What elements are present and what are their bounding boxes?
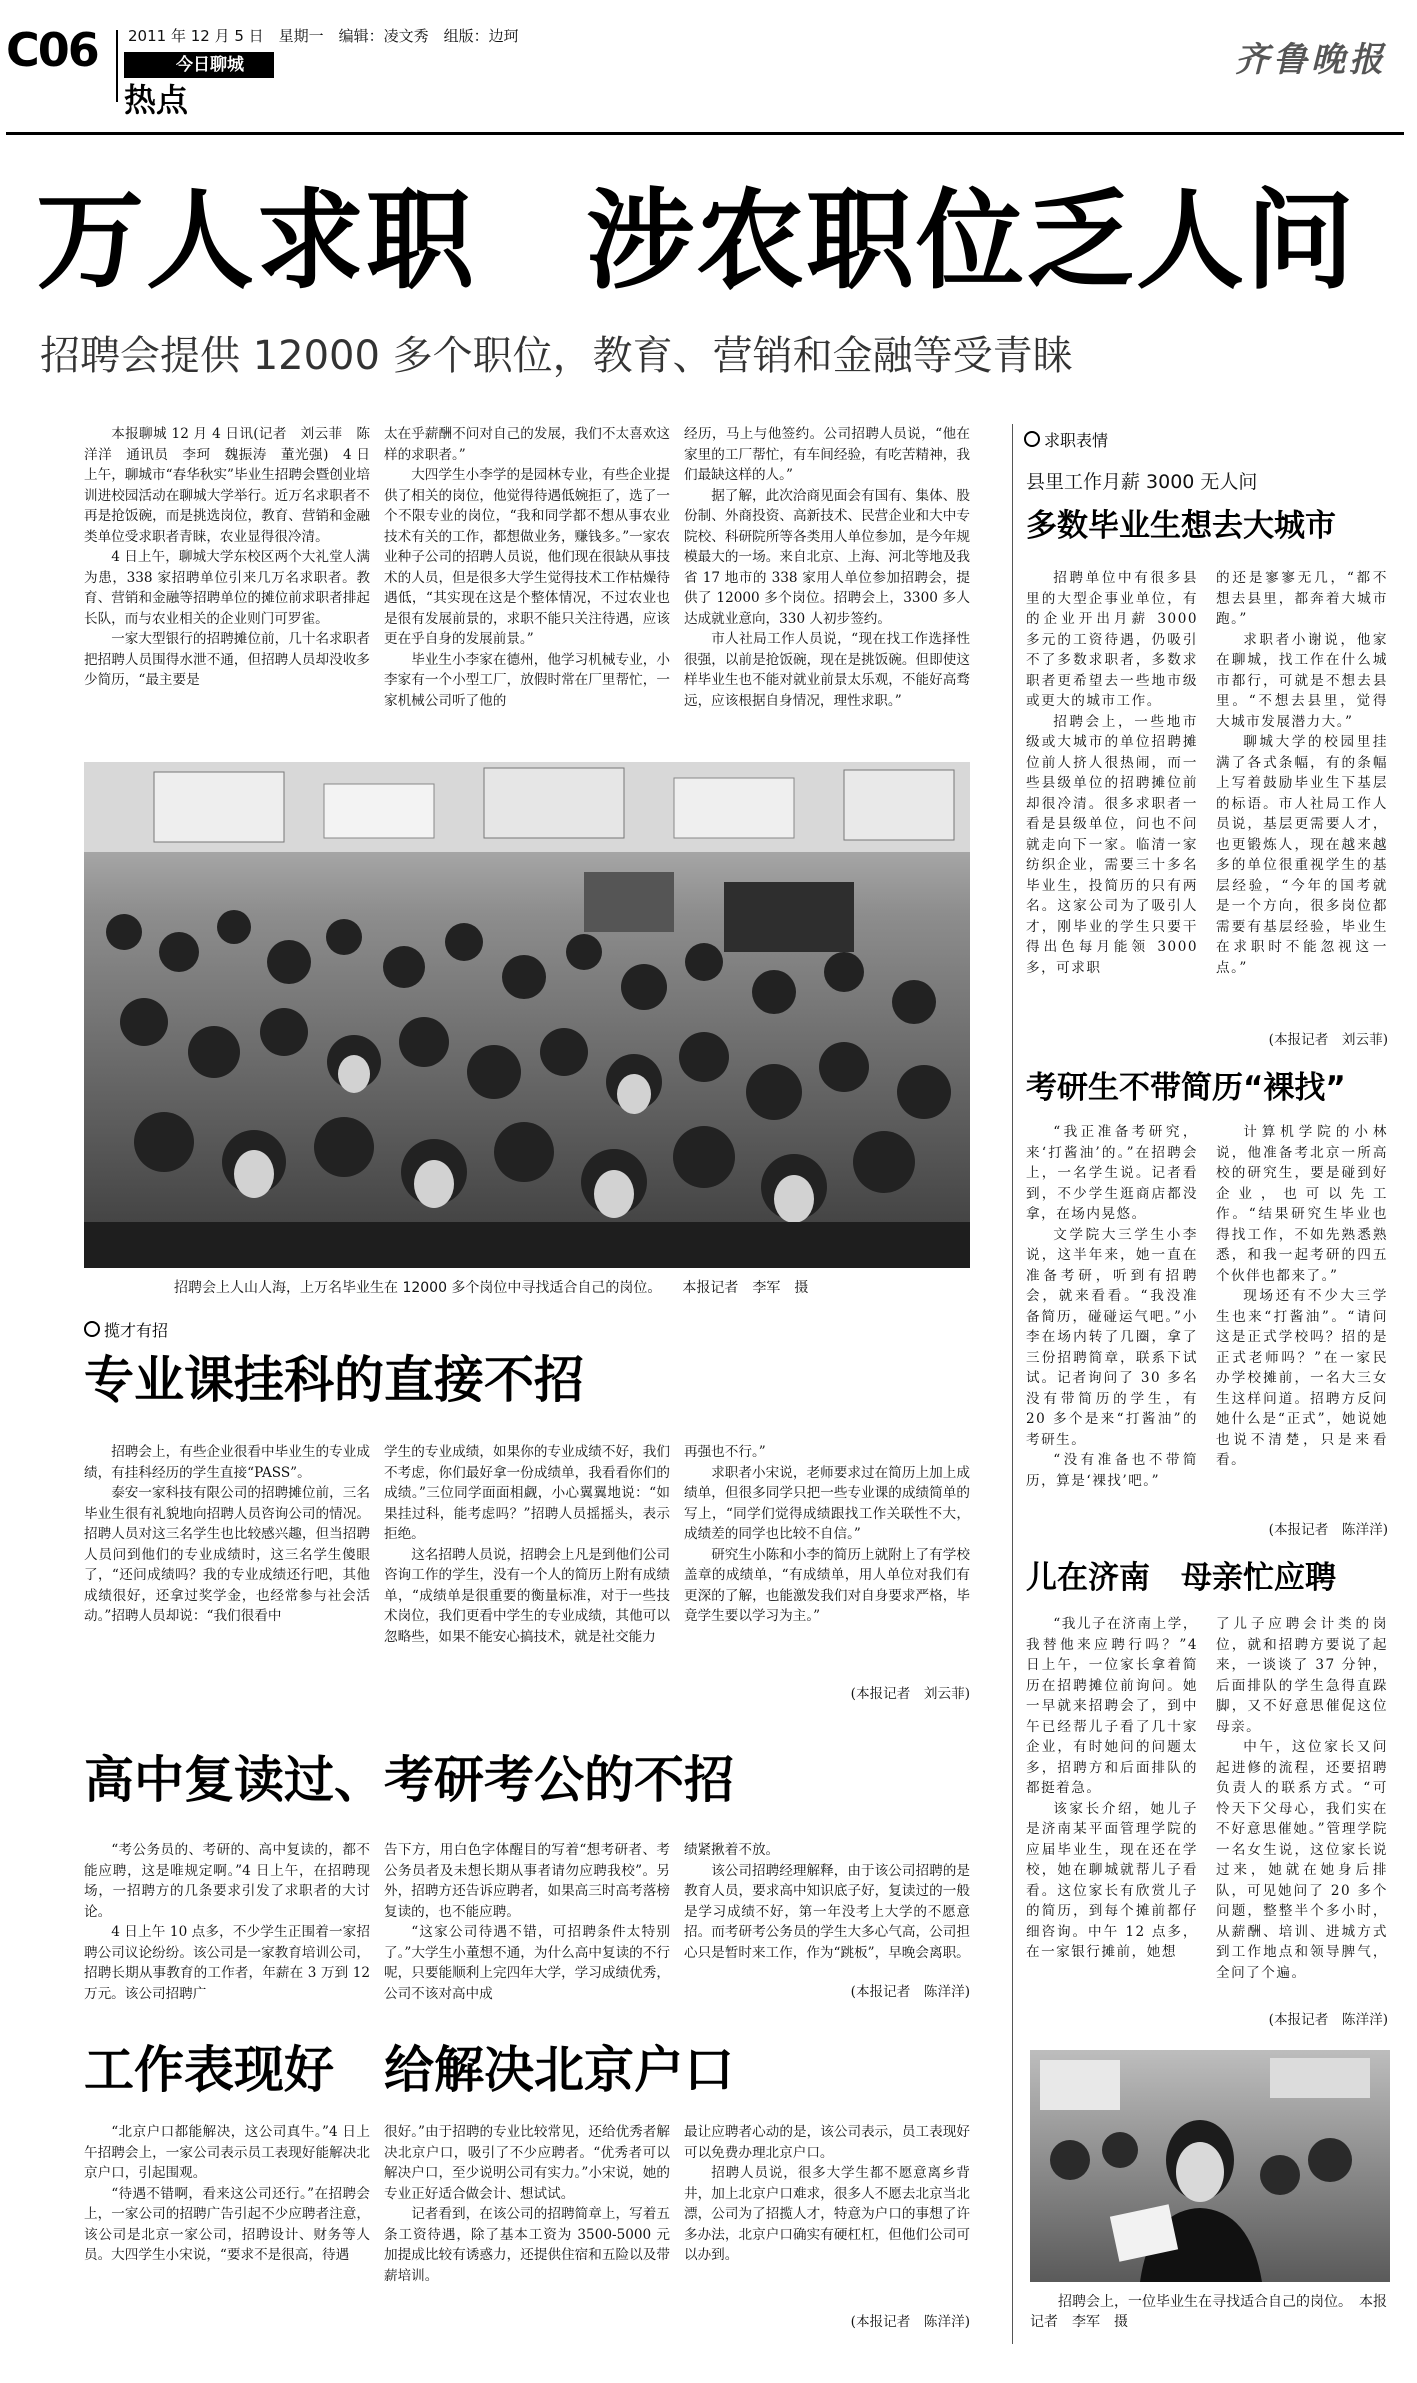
paragraph: 了儿子应聘会计类的岗位，就和招聘方要说了起来，一谈谈了 37 分钟，后面排队的学生急得直跺脚，又不好意思催促这位母亲。	[1216, 1616, 1388, 1735]
article3-byline: (本报记者 陈洋洋)	[850, 1984, 970, 2000]
paragraph: 求职者小宋说，老师要求过在简历上加上成绩单，但很多同学只把一些专业课的成绩简单的写上，“同学们觉得成绩跟找工作关联性不大，成绩差的同学也比较不自信。”	[684, 1464, 970, 1542]
paragraph: 现场还有不少大三学生也来“打酱油”。“请问这是正式学校吗？招的是正式老师吗？”在一家民办学校摊前，一名大三女生这样问道。招聘方反问她什么是“正式”，她说她也说不清楚，只是来看看。	[1216, 1288, 1388, 1468]
paragraph: 太在乎薪酬不问对自己的发展，我们不太喜欢这样的求职者。”	[384, 426, 670, 463]
paragraph: “待遇不错啊，看来这公司还行。”在招聘会上，一家公司的招聘广告引起不少应聘者注意，该公司是北京一家公司，招聘设计、财务等人员。大四学生小宋说，“要求不是很高，待遇	[84, 2185, 370, 2263]
graduate-photo	[1030, 2050, 1390, 2282]
sidebar-story3-col2	[1216, 1614, 1388, 2010]
headline-title: 万人求职 涉农职位乏人问	[36, 179, 1357, 304]
paragraph: “我儿子在济南上学，我替他来应聘行吗？”4 日上午，一位家长拿着简历在招聘摊位前询问。她一早就来招聘会了，到中午已经帮儿子看了几十家企业，有时她问的问题太多，招聘方和后面排队的都挺着急。	[1026, 1616, 1198, 1796]
paragraph: 最让应聘者心动的是，该公司表示，员工表现好可以免费办理北京户口。	[684, 2124, 970, 2161]
sidebar-subhead: 县里工作月薪 3000 无人问	[1026, 471, 1258, 493]
paragraph: 文学院大三学生小李说，这半年来，她一直在准备考研，听到有招聘会，就来看看。“我没准备简历，碰碰运气吧。”小李在场内转了几圈，拿了三份招聘简章，联系下试试。记者询问了 30 多名没有带简历的学生，有 20 多个是来“打酱油”的考研生。	[1026, 1226, 1198, 1448]
paragraph: 聊城大学的校园里挂满了各式条幅，有的条幅上写着鼓励毕业生下基层的标语。市人社局工作人员说，基层更需要人才，也更锻炼人，现在越来越多的单位很重视学生的基层经验，“今年的国考就是一个方向，很多岗位都需要有基层经验，毕业生在求职时不能忽视这一点。”	[1216, 734, 1388, 976]
article4-title: 工作表现好 给解决北京户口	[84, 2041, 734, 2099]
paragraph: “北京户口都能解决，这公司真牛。”4 日上午招聘会上，一家公司表示员工表现好能解决北京户口，引起围观。	[84, 2124, 370, 2181]
sidebar-story1-col2	[1216, 568, 1388, 1026]
page-number: C06	[6, 23, 98, 77]
sidebar-kicker-text: 求职表情	[1044, 431, 1109, 450]
article4-col3	[684, 2122, 970, 2312]
paragraph: 本报聊城 12 月 4 日讯(记者 刘云菲 陈洋洋 通讯员 李珂 魏振涛 董光强) 4 日上午，聊城市“春华秋实”毕业生招聘会暨创业培训进校园活动在聊城大学举行。近万名求职者不再是抢饭碗，而是挑选岗位，教育、营销和金融类单位受求职者青睐，农业显得很冷清。	[84, 426, 370, 545]
article3-col3	[684, 1840, 970, 1990]
sidebar-photo-caption: 招聘会上，一位毕业生在寻找适合自己的岗位。 本报记者 李军 摄	[1030, 2294, 1387, 2330]
paragraph: 记者看到，在该公司的招聘简章上，写着五条工资待遇，除了基本工资为 3500-5000 元加提成比较有诱惑力，还提供住宿和五险以及带薪培训。	[384, 2206, 670, 2284]
crowd-photo	[84, 762, 970, 1268]
section-label: 热点	[124, 81, 189, 119]
paragraph: “这家公司待遇不错，可招聘条件太特别了。”大学生小董想不通，为什么高中复读的不行呢，只要能顺利上完四年大学，学习成绩优秀，公司不该对高中成	[384, 1924, 670, 2002]
paragraph: 市人社局工作人员说，“现在找工作选择性很强，以前是抢饭碗，现在是挑饭碗。但即使这样毕业生也不能对就业前景太乐观，不能好高骛远，应该根据自身情况，理性求职。”	[684, 631, 970, 709]
newspaper-logo: 齐鲁晚报	[1235, 40, 1387, 80]
sidebar-story1-col1	[1026, 568, 1198, 1020]
header-divider	[116, 30, 118, 102]
paragraph: 毕业生小李家在德州，他学习机械专业，小李家有一个小型工厂，放假时常在厂里帮忙，一家机械公司听了他的	[384, 651, 670, 709]
paragraph: 一家大型银行的招聘摊位前，几十名求职者把招聘人员围得水泄不通，但招聘人员却没收多少简历，“最主要是	[84, 631, 370, 688]
paragraph: 招聘单位中有很多县里的大型企事业单位，有的企业开出月薪 3000 多元的工资待遇，仍吸引不了多数求职者，多数求职者更希望去一些地市级或更大的城市工作。	[1026, 570, 1198, 709]
paragraph: 据了解，此次洽商见面会有国有、集体、股份制、外商投资、高新技术、民营企业和大中专院校、科研院所等各类用人单位参加，是今年规模最大的一场。来自北京、上海、河北等地及我省 17 地市的 338 家用人单位参加招聘会，提供了 12000 多个岗位。招聘会上，3300 多人达成就业意向，330 人初步签约。	[684, 487, 970, 627]
sidebar-story2-col2	[1216, 1122, 1388, 1520]
paragraph: 该公司招聘经理解释，由于该公司招聘的是教育人员，要求高中知识底子好，复读过的一般是学习成绩不好，第一年没考上大学的不愿意招。而考研考公务员的学生大多心气高，公司担心只是暂时来工作，作为“跳板”，早晚会离职。	[684, 1862, 970, 1961]
paragraph: 研究生小陈和小李的简历上就附上了有学校盖章的成绩单，“有成绩单，用人单位对我们有更深的了解，也能激发我们对自身要求严格，毕竟学生要以学习为主。”	[684, 1546, 970, 1624]
paragraph: 这名招聘人员说，招聘会上凡是到他们公司咨询工作的学生，没有一个人的简历上附有成绩单，“成绩单是很重要的衡量标准，对于一些技术岗位，我们更看中学生的专业成绩，其他可以忽略些，如果不能安心搞技术，就是社交能力	[384, 1546, 670, 1645]
paragraph: 招聘会上，有些企业很看中毕业生的专业成绩，有挂科经历的学生直接“PASS”。	[84, 1444, 370, 1481]
sidebar-story3-byline: (本报记者 陈洋洋)	[1268, 2012, 1388, 2028]
paragraph: 4 日上午 10 点多，不少学生正围着一家招聘公司议论纷纷。该公司是一家教育培训公司，招聘长期从事教育的工作者，年薪在 3 万到 12 万元。该公司招聘广	[84, 1924, 370, 2002]
paragraph: “没有准备也不带简历，算是‘裸找’吧。”	[1026, 1452, 1198, 1489]
article4-col2	[384, 2122, 670, 2332]
sidebar-story3-title: 儿在济南 母亲忙应聘	[1026, 1560, 1336, 1596]
crowd-photo-image	[84, 762, 970, 1268]
paragraph: “我正准备考研究，来‘打酱油’的。”在招聘会上，一名学生说。记者看到，不少学生逛商店都没拿，在场内晃悠。	[1026, 1124, 1198, 1222]
article2-byline: (本报记者 刘云菲)	[850, 1686, 970, 1702]
paragraph: 的还是寥寥无几，“都不想去县里，都奔着大城市跑。”	[1216, 570, 1388, 627]
article2-kicker	[84, 1318, 168, 1341]
article2-col1	[84, 1442, 370, 1704]
article2-col2	[384, 1442, 670, 1704]
article2-title: 专业课挂科的直接不招	[84, 1351, 584, 1409]
paragraph: 该家长介绍，她儿子是济南某平面管理学院的应届毕业生，现在还在学校，她在聊城就帮儿子看看。这位家长有欣赏儿子的简历，到每个摊前都仔细咨询。中午 12 点多，在一家银行摊前，她想	[1026, 1800, 1198, 1960]
sidebar-story1-byline: (本报记者 刘云菲)	[1268, 1032, 1388, 1048]
header-rule	[6, 132, 1404, 135]
sidebar-story2-col1	[1026, 1122, 1198, 1542]
paragraph: 泰安一家科技有限公司的招聘摊位前，三名毕业生很有礼貌地向招聘人员咨询公司的情况。招聘人员对这三名学生也比较感兴趣，但当招聘人员问到他们的专业成绩时，这三名学生傻眼了，“还问成绩吗？我的专业成绩还行吧，其他成绩很好，还拿过奖学金，也经常参与社会活动。”招聘人员却说：“我们很看中	[84, 1485, 370, 1624]
sidebar-story2-byline: (本报记者 陈洋洋)	[1268, 1522, 1388, 1538]
paragraph: 计算机学院的小林说，他准备考北京一所高校的研究生，要是碰到好企业，也可以先工作。“结果研究生毕业也得找工作，不如先熟悉熟悉，和我一起考研的四五个伙伴也都来了。”	[1216, 1124, 1388, 1284]
date-line: 2011 年 12 月 5 日 星期一 编辑：凌文秀 组版：边珂	[128, 27, 519, 45]
paragraph: 大四学生小李学的是园林专业，有些企业提供了相关的岗位，他觉得待遇低婉拒了，选了一个不限专业的岗位，“我和同学都不想从事农业技术有关的工作，都想做业务，赚钱多。”一家农业种子公司的招聘人员说，他们现在很缺从事技术的人员，但是很多大学生觉得技术工作枯燥待遇低，“其实现在这是个整体情况，不过农业也是很有发展前景的，求职不能只关注待遇，应该更在乎自身的发展前景。”	[384, 467, 670, 647]
paragraph: 学生的专业成绩，如果你的专业成绩不好，我们不考虑，你们最好拿一份成绩单，我看看你们的成绩。”三位同学面面相觑，小心翼翼地说：“如果挂过科，能考虑吗？”招聘人员摇摇头，表示拒绝。	[384, 1444, 670, 1542]
paragraph: 招聘会上，一些地市级或大城市的单位招聘摊位前人挤人很热闹，而一些县级单位的招聘摊位前却很冷清。很多求职者一看是县级单位，问也不问就走向下一家。临清一家纺织企业，需要三十多名毕业生，投简历的只有两名。这家公司为了吸引人才，刚毕业的学生只要干得出色每月能领 3000 多，可求职	[1026, 713, 1198, 976]
article4-byline: (本报记者 陈洋洋)	[850, 2314, 970, 2330]
paragraph: 绩紧揪着不放。	[684, 1842, 780, 1858]
article2-kicker-text: 揽才有招	[104, 1321, 169, 1340]
main-article-col2	[384, 424, 670, 754]
main-article-col1	[84, 424, 370, 754]
sidebar-story3-col1	[1026, 1614, 1198, 2022]
paragraph: 经历，马上与他签约。公司招聘人员说，“他在家里的工厂帮忙，有车间经验，有吃苦精神，我们最缺这样的人。”	[684, 426, 970, 483]
sidebar-kicker	[1024, 428, 1108, 451]
paragraph: 再强也不行。”	[684, 1444, 766, 1460]
paragraph: 4 日上午，聊城大学东校区两个大礼堂人满为患，338 家招聘单位引来几万名求职者。教育、营销和金融等招聘单位的摊位前求职者排起长队，而与农业相关的企业则门可罗雀。	[84, 549, 370, 627]
main-photo-caption: 招聘会上人山人海，上万名毕业生在 12000 多个岗位中寻找适合自己的岗位。 本报记者 李军 摄	[174, 1280, 809, 1296]
section-tab: 今日聊城	[124, 52, 274, 78]
paragraph: 告下方，用白色字体醒目的写着“想考研者、考公务员者及未想长期从事者请勿应聘我校”。另外，招聘方还告诉应聘者，如果高三时高考落榜复读的，也不能应聘。	[384, 1842, 670, 1920]
paragraph: “考公务员的、考研的、高中复读的，都不能应聘，这是唯规定啊。”4 日上午，在招聘现场，一招聘方的几条要求引发了求职者的大讨论。	[84, 1842, 370, 1920]
sidebar-divider	[1012, 424, 1013, 2344]
sidebar-story1-title: 多数毕业生想去大城市	[1026, 508, 1336, 544]
paragraph: 中午，这位家长又问起进修的流程，还要招聘负责人的联系方式。“可怜天下父母心，我们实在不好意思催她。”管理学院一名女生说，这位家长说过来，她就在她身后排队，可见她问了 20 多个问题，整整半个多小时，从薪酬、培训、进城方式到工作地点和领导脾气，全问了个遍。	[1216, 1739, 1388, 1981]
paragraph: 求职者小谢说，他家在聊城，找工作在什么城市都行，可就是不想去县里。“不想去县里，觉得大城市发展潜力大。”	[1216, 631, 1388, 730]
article3-col1	[84, 1840, 370, 2005]
article4-col1	[84, 2122, 370, 2332]
article3-col2	[384, 1840, 670, 2005]
article2-col3	[684, 1442, 970, 1690]
article3-title: 高中复读过、考研考公的不招	[84, 1751, 734, 1809]
sidebar-story2-title: 考研生不带简历“裸找”	[1026, 1070, 1346, 1106]
graduate-photo-image	[1030, 2050, 1390, 2282]
headline-subtitle: 招聘会提供 12000 多个职位，教育、营销和金融等受青睐	[40, 333, 1073, 379]
paragraph: 招聘人员说，很多大学生都不愿意离乡背井，加上北京户口难求，很多人不愿去北京当北漂，公司为了招揽人才，特意为户口的事想了许多办法，北京户口确实有硬杠杠，但他们公司可以办到。	[684, 2165, 970, 2263]
main-article-col3	[684, 424, 970, 754]
paragraph: 很好。”由于招聘的专业比较常见，还给优秀者解决北京户口，吸引了不少应聘者。“优秀者可以解决户口，至少说明公司有实力。”小宋说，她的专业正好适合做会计、想试试。	[384, 2124, 670, 2202]
